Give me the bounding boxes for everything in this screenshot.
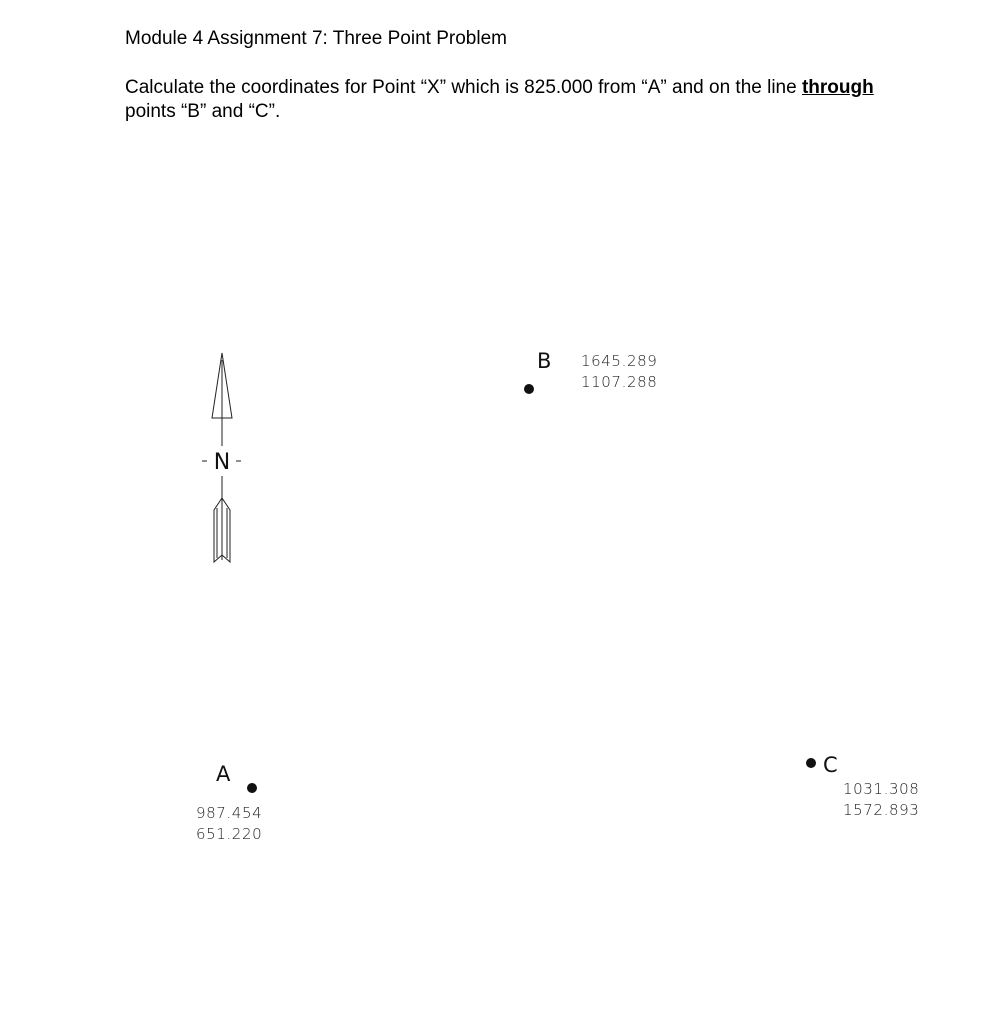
north-label: N <box>213 450 231 475</box>
point-a <box>196 762 262 843</box>
point-c-marker <box>806 758 816 768</box>
point-c-label: C <box>823 753 838 777</box>
point-a-marker <box>247 783 257 793</box>
point-b-label: B <box>537 349 552 373</box>
point-b <box>524 349 657 394</box>
point-c <box>806 753 919 819</box>
point-a-label: A <box>216 762 231 786</box>
point-b-coord-1: 1645.289 <box>581 352 658 370</box>
point-b-marker <box>524 384 534 394</box>
point-c-coord-1: 1031.308 <box>843 780 920 798</box>
point-b-coord-2: 1107.288 <box>581 373 658 391</box>
point-c-coord-2: 1572.893 <box>843 801 920 819</box>
problem-text-emphasis: through <box>801 77 874 98</box>
problem-text-part1: Calculate the coordinates for Point “X” which is 825.000 from “A” and on the line <box>125 77 802 98</box>
problem-text-part2: points “B” and “C”. <box>125 101 281 122</box>
point-a-coord-1: 987.454 <box>196 804 263 822</box>
point-a-coord-2: 651.220 <box>196 825 263 843</box>
page-title: Module 4 Assignment 7: Three Point Problem <box>125 28 507 49</box>
